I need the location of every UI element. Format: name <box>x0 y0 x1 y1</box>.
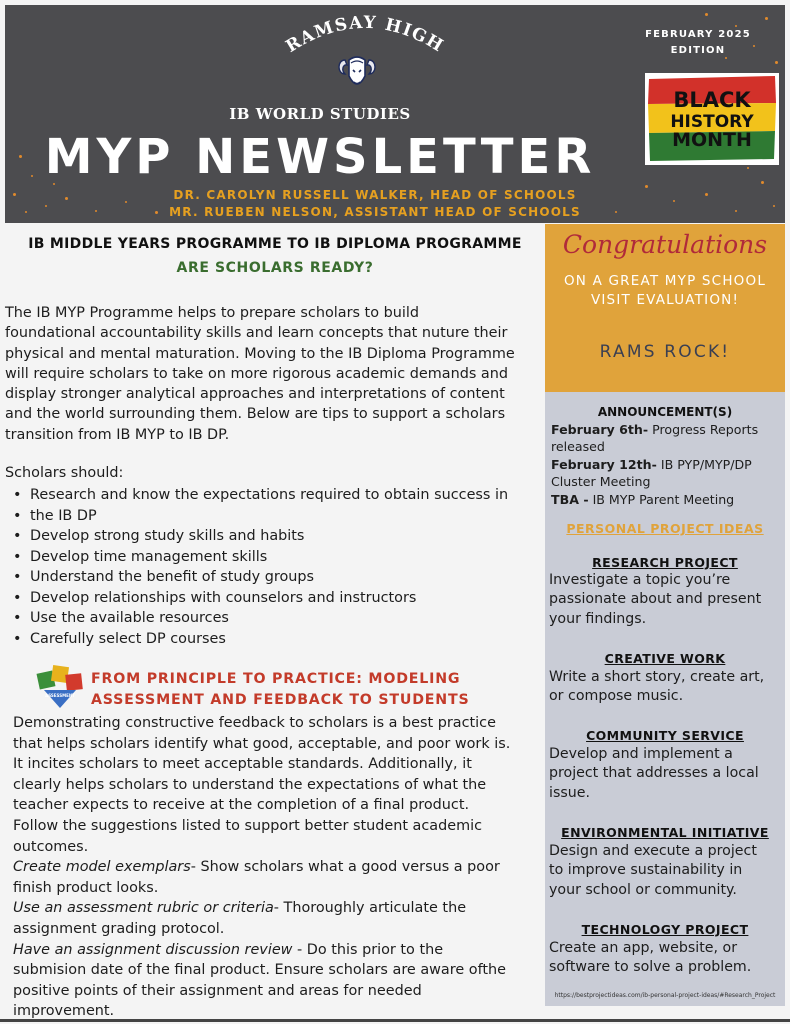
body-line: that helps scholars identify what good, acceptable, and poor work is. <box>13 735 511 752</box>
project-heading: ENVIRONMENTAL INITIATIVE <box>561 825 769 840</box>
list-item: • Carefully select DP courses <box>5 629 545 650</box>
project-description: Write a short story, create art, or compose music. <box>549 669 765 705</box>
practice-tip: Create model exemplars- Show scholars what a good versus a poor <box>13 859 500 876</box>
body-line: improvement. <box>13 1003 115 1020</box>
practice-tip: Have an assignment discussion review - Do this prior to the <box>13 941 444 958</box>
body-line: positive points of their assignment and areas for needed <box>13 982 422 999</box>
body-line: Follow the suggestions listed to support better student academic <box>13 817 482 834</box>
intro-line: transition from IB MYP to IB DP. <box>5 426 230 443</box>
intro-line: display stronger analytical approaches and interpretations of content <box>5 386 505 403</box>
edition-label: EDITION <box>670 45 726 56</box>
congratulations-box <box>545 224 785 392</box>
body-line: teacher expects to receive at the completion of a final product. <box>13 797 470 814</box>
intro-line: The IB MYP Programme helps to prepare scholars to build <box>5 305 419 321</box>
intro-line: and the world surrounding them. Below are tips to support a scholars <box>5 406 506 423</box>
scholars-should-label: Scholars should: <box>5 465 124 481</box>
body-line: assignment grading protocol. <box>13 920 225 937</box>
list-item: • Research and know the expectations required to obtain success in <box>5 485 545 506</box>
project-description: Create an app, website, or software to solve a problem. <box>549 940 752 976</box>
sidebar-panel <box>545 392 785 1006</box>
list-item: • Understand the benefit of study groups <box>5 567 545 588</box>
article-title: IB MIDDLE YEARS PROGRAMME TO IB DIPLOMA PROGRAMME <box>28 236 522 252</box>
svg-text:RAMSAY HIGH: RAMSAY HIGH <box>282 12 448 57</box>
svg-text:ASSESSMENT: ASSESSMENT <box>45 693 75 698</box>
project-description: Design and execute a project to improve sustainability in your school or community. <box>549 843 757 898</box>
project-ideas-title: PERSONAL PROJECT IDEAS <box>566 521 764 536</box>
list-item: • Develop relationships with counselors and instructors <box>5 588 545 609</box>
assessment-puzzle-icon <box>34 662 86 710</box>
section-body <box>13 713 545 1022</box>
project-description: Investigate a topic you’re passionate about and present your findings. <box>549 572 762 627</box>
practice-tip: Use an assessment rubric or criteria- Thoroughly articulate the <box>13 900 467 917</box>
assistant-head-of-schools: MR. RUEBEN NELSON, ASSISTANT HEAD OF SCHOOLS <box>169 205 581 219</box>
rams-rock-slogan: RAMS ROCK! <box>599 342 731 362</box>
list-item: • Use the available resources <box>5 608 545 629</box>
intro-line: will require scholars to take on more rigorous academic demands and <box>5 365 509 382</box>
congrats-message: VISIT EVALUATION! <box>590 292 740 308</box>
newsletter-title: MYP NEWSLETTER <box>44 129 596 185</box>
list-item: • Develop time management skills <box>5 547 545 568</box>
project-heading: RESEARCH PROJECT <box>592 555 738 570</box>
tips-list <box>5 485 545 649</box>
bhm-line-3: MONTH <box>672 129 752 151</box>
section-title: ASSESSMENT AND FEEDBACK TO STUDENTS <box>91 692 470 708</box>
announcement-item: February 12th- IB PYP/MYP/DP Cluster Meeting <box>551 457 752 489</box>
project-heading: COMMUNITY SERVICE <box>586 728 744 743</box>
newsletter-header <box>5 5 785 223</box>
page-bottom-divider <box>0 1019 790 1022</box>
congrats-message: ON A GREAT MYP SCHOOL <box>563 273 767 289</box>
source-link[interactable]: https://bestprojectideas.com/ib-personal-project-ideas/#Research_Project <box>554 992 776 999</box>
body-line: Demonstrating constructive feedback to scholars is a best practice <box>13 715 496 731</box>
congratulations-heading: Congratulations <box>562 230 768 259</box>
black-history-month-badge <box>645 73 779 165</box>
bhm-line-2: HISTORY <box>670 112 754 132</box>
body-line: It incites scholars to meet acceptable standards. Additionally, it <box>13 756 472 773</box>
edition-month: FEBRUARY 2025 <box>645 29 751 40</box>
announcements-title: ANNOUNCEMENT(S) <box>597 405 733 419</box>
head-of-schools: DR. CAROLYN RUSSELL WALKER, HEAD OF SCHOOLS <box>173 188 577 202</box>
article-intro <box>5 303 545 445</box>
list-item: • Develop strong study skills and habits <box>5 526 545 547</box>
main-article-column <box>5 224 545 1020</box>
body-line: clearly helps scholars to understand the expectations of what the <box>13 776 487 793</box>
project-description: Develop and implement a project that addresses a local issue. <box>549 746 759 801</box>
body-line: submision date of the final product. Ensure scholars are aware ofthe <box>13 962 507 979</box>
program-name: IB WORLD STUDIES <box>229 105 411 123</box>
announcement-item: TBA - IB MYP Parent Meeting <box>551 492 735 507</box>
article-subtitle: ARE SCHOLARS READY? <box>176 260 374 276</box>
body-line: outcomes. <box>13 838 89 855</box>
ram-mascot-icon <box>335 50 379 94</box>
bhm-line-1: BLACK <box>673 88 751 112</box>
list-item-continuation: • the IB DP <box>5 506 545 527</box>
intro-line: foundational accountability skills and learn concepts that nuture their <box>5 325 508 342</box>
project-heading: CREATIVE WORK <box>604 651 726 666</box>
announcement-item: February 6th- Progress Reports released <box>551 422 759 454</box>
body-line: finish product looks. <box>13 879 159 896</box>
section-title: FROM PRINCIPLE TO PRACTICE: MODELING <box>91 671 461 687</box>
intro-line: physical and mental maturation. Moving to the IB Diploma Programme <box>5 345 515 362</box>
project-heading: TECHNOLOGY PROJECT <box>581 922 749 937</box>
